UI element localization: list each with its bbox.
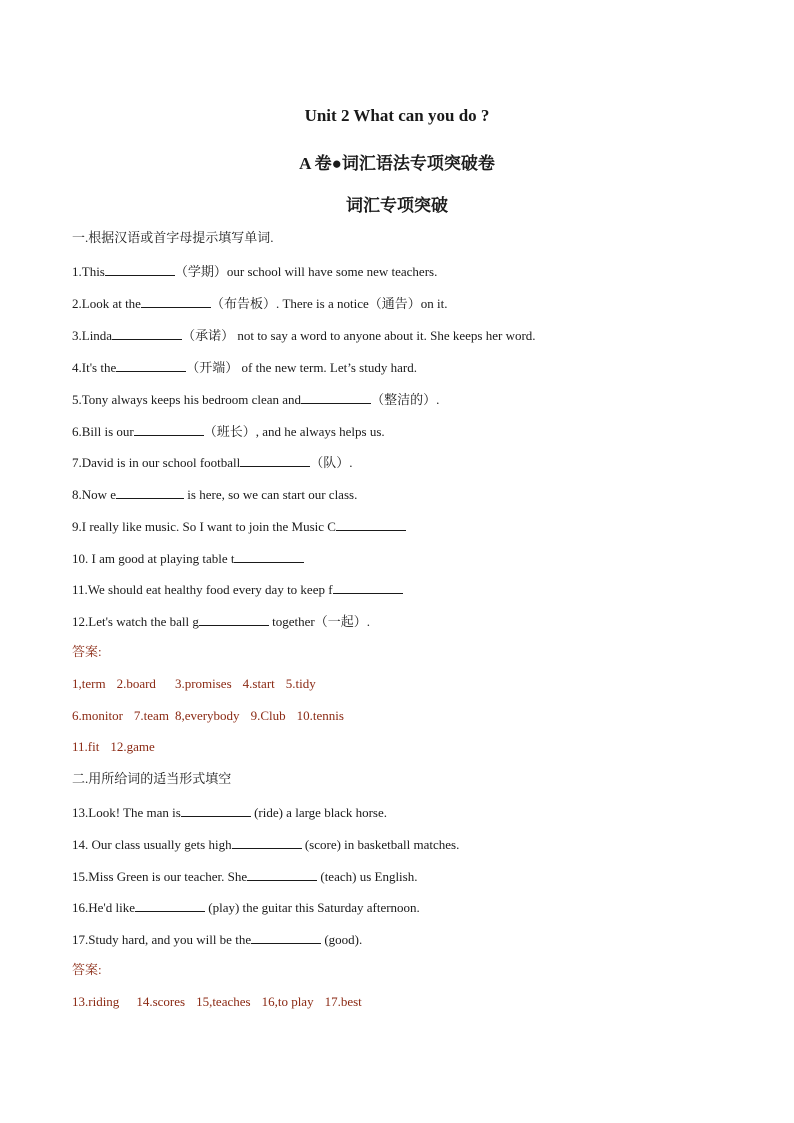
question-11: 11.We should eat healthy food every day to keep f [72,580,403,598]
question-8: 8.Now e is here, so we can start our class. [72,487,358,502]
question-17: 17.Study hard, and you will be the (good). [72,932,363,947]
question-14: 14. Our class usually gets high (score) in basketball matches. [72,837,460,852]
question-15: 15.Miss Green is our teacher. She (teach) us English. [72,869,418,884]
section-title: 词汇专项突破 [346,196,448,215]
answers-row-2: 6.monitor 7.team 8,everybody 9.Club 10.tennis [72,708,344,723]
question-7: 7.David is in our school football （队）. [72,455,353,470]
answer-blank[interactable] [141,294,211,308]
answer-blank[interactable] [333,580,403,594]
question-12: 12.Let's watch the ball g together（一起）. [72,614,370,629]
part2-heading: 二.用所给词的适当形式填空 [72,771,232,786]
question-16: 16.He'd like (play) the guitar this Saturday afternoon. [72,900,420,915]
part1-heading: 一.根据汉语或首字母提示填写单词. [72,230,274,245]
question-5: 5.Tony always keeps his bedroom clean and （整洁的）. [72,392,440,407]
answers-row-4: 13.riding 14.scores 15,teaches 16,to play 17.best [72,994,362,1009]
question-13: 13.Look! The man is (ride) a large black horse. [72,805,388,820]
answer-blank[interactable] [336,517,406,531]
unit-title: Unit 2 What can you do ? [304,106,490,125]
volume-title: A 卷●词汇语法专项突破卷 [299,154,495,173]
answers-row-3: 11.fit 12.game [72,739,155,754]
answer-blank[interactable] [116,358,186,372]
answer-blank[interactable] [234,549,304,563]
answer-blank[interactable] [199,612,269,626]
answer-blank[interactable] [105,262,175,276]
question-2: 2.Look at the （布告板）. There is a notice（通告）on it. [72,296,448,311]
answer-blank[interactable] [181,803,251,817]
answer-blank[interactable] [301,390,371,404]
question-1: 1.This （学期）our school will have some new teachers. [72,264,438,279]
question-9: 9.I really like music. So I want to join the Music C [72,517,406,535]
answer-blank[interactable] [134,422,204,436]
answer-blank[interactable] [116,485,184,499]
answer-blank[interactable] [232,835,302,849]
answer-blank[interactable] [251,930,321,944]
question-3: 3.Linda （承诺） not to say a word to anyone about it. She keeps her word. [72,328,536,343]
question-6: 6.Bill is our （班长）, and he always helps us. [72,424,385,439]
answer-blank[interactable] [112,326,182,340]
answer-blank[interactable] [240,453,310,467]
answer-label: 答案: [72,644,102,659]
answer-blank[interactable] [135,898,205,912]
question-4: 4.It's the （开端） of the new term. Let’s study hard. [72,360,417,375]
answer-blank[interactable] [247,867,317,881]
answer-label: 答案: [72,962,102,977]
question-10: 10. I am good at playing table t [72,549,304,567]
answers-row-1: 1,term 2.board 3.promises 4.start 5.tidy [72,676,316,691]
